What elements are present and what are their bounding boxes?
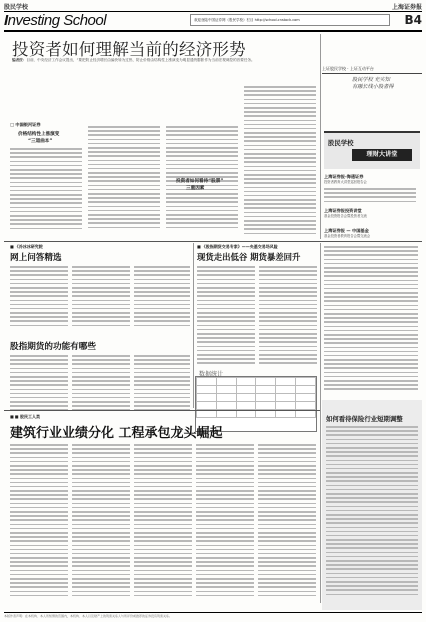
futures-col1 — [10, 355, 68, 414]
bottom-section-rule — [4, 410, 320, 411]
masthead: 上海证券报 — [391, 4, 422, 11]
qa-col1 — [10, 266, 68, 329]
lecture-badge: 理财大讲堂 — [352, 149, 412, 161]
section-cn: 股民学校 — [4, 4, 29, 11]
bottom-col1 — [10, 444, 68, 599]
footer-disclaimer: 本版作者声明：在本机构、本人所知情的范围内，本机构、本人以及财产上的利害关系人与所评价或推荐的证券没有利害关系。 — [4, 614, 173, 618]
qa-col3 — [134, 266, 190, 329]
futures-col3 — [134, 355, 190, 414]
right-column-tag: 上证股民学校 · 上证互动平台 — [322, 64, 422, 74]
event-title-1[interactable]: 上海证券报-海通证券 — [324, 174, 364, 179]
section-title-en: Investing School — [4, 12, 107, 29]
column-author: □ 中国银河证券 — [10, 122, 41, 127]
body-text-col2 — [88, 126, 160, 231]
insurance-text — [326, 426, 418, 598]
slogan: 股民学校 充实知 有融长线小股者得 — [352, 77, 394, 90]
bottom-col2 — [72, 444, 130, 599]
data-title: 数据统计 — [199, 371, 224, 378]
subhead-2: 投资者如何看待“股票” — [176, 179, 224, 184]
subhead-2b: 三重因素 — [186, 186, 205, 191]
spot-col1 — [197, 266, 255, 367]
qa-title: 网上问答精选 — [10, 253, 62, 263]
bottom-label: ■ ■ 股民工人类 — [10, 414, 40, 420]
page-code: B4 — [404, 13, 422, 27]
bottom-col3 — [134, 444, 192, 599]
event-sub-1: 投资者教育大讲堂巡回报告会 — [324, 180, 367, 184]
futures-spot-title: 现货走出低谷 期货暴差回升 — [197, 252, 301, 262]
header-rule-thick — [4, 30, 422, 32]
header-ad[interactable]: 欢迎登陆中国证券网《股民学校》栏目 http://school.cnstock.com — [190, 14, 390, 26]
event-sub-3: 基金投资者教育报告会暨交流会 — [324, 234, 371, 238]
main-headline: 投资者如何理解当前的经济形势 — [12, 40, 246, 59]
middle-band-rule — [4, 241, 422, 242]
data-table — [196, 377, 316, 418]
right-band-text — [324, 246, 418, 393]
band-mid-label: ■ 《股指期货交易专家》——央基交易场风险 — [197, 244, 278, 250]
body-text-col1 — [10, 148, 82, 232]
event-title-3[interactable]: 上海证券报 — 中国基金 — [324, 228, 369, 233]
futures-title: 股指期货的功能有哪些 — [10, 342, 96, 352]
school-banner[interactable] — [324, 131, 420, 169]
bottom-headline: 建筑行业业绩分化 工程承包龙头崛起 — [10, 426, 223, 441]
spot-col2 — [259, 266, 317, 367]
futures-col2 — [72, 355, 130, 414]
insurance-title: 如何看待保险行业短期调整 — [326, 415, 403, 423]
body-text-col4 — [244, 86, 316, 237]
right-column — [322, 36, 422, 241]
top-strip — [4, 2, 422, 11]
qa-col2 — [72, 266, 130, 329]
school-title: 股民学校 — [328, 139, 354, 147]
subhead-1b: “三道曲本” — [28, 139, 53, 144]
event-title-2[interactable]: 上海证券报投资讲堂 — [324, 208, 362, 213]
event-details-1 — [324, 188, 416, 205]
band-divider — [193, 243, 194, 408]
band-left-label: ■ 《冷冰冰研究院 — [10, 244, 43, 250]
footer-rule — [4, 612, 422, 613]
bottom-col4 — [196, 444, 254, 599]
lead-paragraph: 编者按：目前，中央经济工作会议提出，“要把防止经济增长由偏快转为过热、防止价格由结构性上涨演变为明显通货膨胀作为当前宏观调控的首要任务。 — [12, 58, 255, 62]
insurance-panel — [322, 400, 422, 610]
bottom-col5 — [258, 444, 316, 599]
subhead-1: 价格结构性上涨演变 — [18, 132, 60, 137]
right-column-divider — [320, 34, 321, 239]
event-sub-2: 基金投资报告会暨投资者交流 — [324, 214, 367, 218]
right-band-divider — [320, 243, 321, 603]
